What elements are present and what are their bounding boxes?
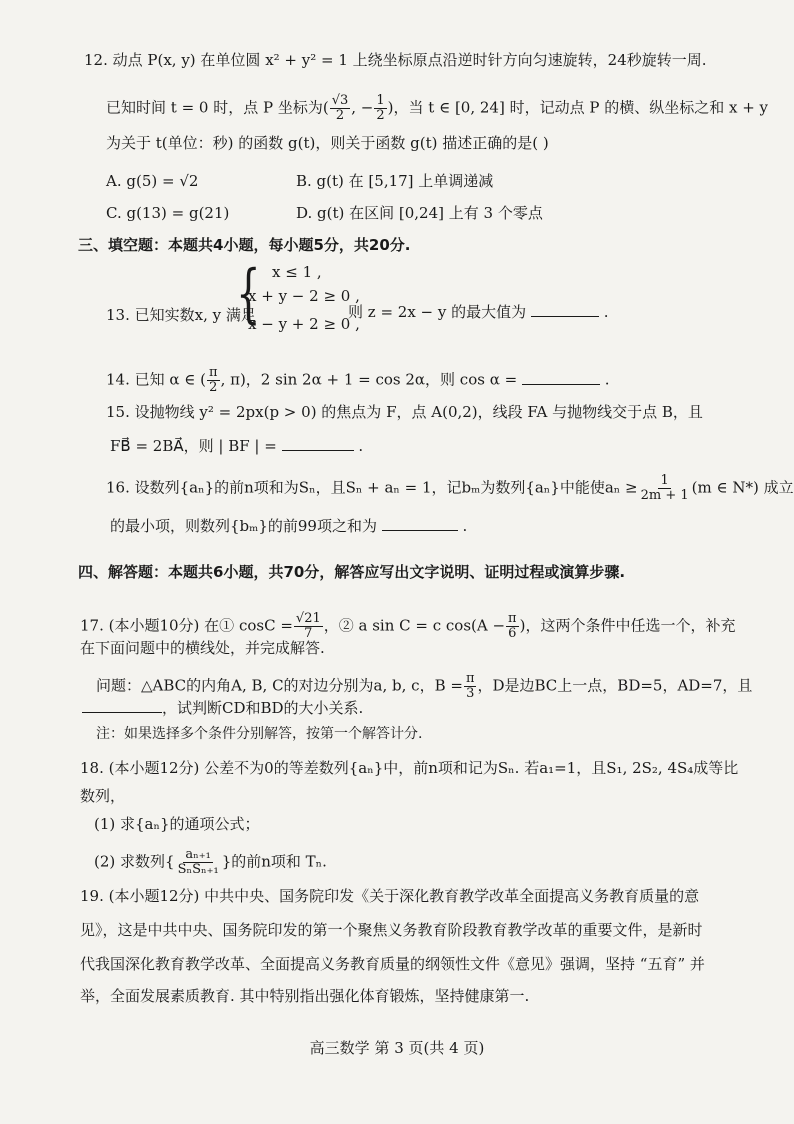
q18-frac-num: aₙ₊₁ <box>185 847 211 862</box>
q14-frac-den: 2 <box>209 380 218 395</box>
q15-line2-text: FB⃗ = 2BA⃗，则 | BF | = <box>110 437 277 455</box>
page-footer: 高三数学 第 3 页(共 4 页) <box>309 1039 485 1057</box>
q17-frac2-den: 6 <box>508 626 517 641</box>
q14-line: 14. 已知 α ∈ ( $\frac{\pi}{2}$ , π)，2 sin 2α + 1 = cos 2α，则 cos α = . <box>106 365 610 395</box>
q17-frac1 <box>294 612 323 641</box>
q19-line3: 代我国深化教育教学改革、全面提高义务教育质量的纲领性文件《意见》强调，坚持 “五育” 并 <box>80 955 705 973</box>
q18-frac <box>176 848 221 877</box>
q17-prob-line2-text: ，试判断CD和BD的大小关系. <box>162 699 364 717</box>
section4-heading: 四、解答题：本题共6小题，共70分，解答应写出文字说明、证明过程或演算步骤. <box>78 563 626 581</box>
q17-line1 <box>80 612 735 641</box>
q13-tail-text: 则 z = 2x − y 的最大值为 <box>348 303 527 321</box>
q18-line2: 数列， <box>80 787 126 805</box>
q16-post: (m ∈ N*) 成立 <box>691 478 794 497</box>
q17-line2: 在下面问题中的横线处，并完成解答. <box>80 639 325 657</box>
q12-line2 <box>106 94 768 123</box>
q13-lead: 13. 已知实数x, y 满足 <box>106 306 256 324</box>
q14-post: , π)，2 sin 2α + 1 = cos 2α，则 cos α = <box>220 370 518 389</box>
q17-frac1-den: 7 <box>304 626 313 641</box>
q12-line2-pre: 已知时间 t = 0 时，点 P 坐标为( <box>106 98 329 117</box>
q12-frac1-num: √3 <box>331 93 349 108</box>
q18-part2-pre: (2) 求数列{ <box>94 852 175 871</box>
section3-heading: 三、填空题：本题共4小题，每小题5分，共20分. <box>78 236 411 254</box>
q12-option-b: B. g(t) 在 [5,17] 上单调递减 <box>296 172 494 190</box>
q17-problem-line2 <box>82 698 363 718</box>
q17-frac1-num: √21 <box>295 611 321 626</box>
q13-brace: { <box>236 257 261 331</box>
q14-answer-blank[interactable] <box>522 370 600 385</box>
q19-line1: 19. (本小题12分) 中共中央、国务院印发《关于深化教育教学改革全面提高义务教育质量的意 <box>80 887 700 905</box>
q12-line1: 12. 动点 P(x, y) 在单位圆 x² + y² = 1 上绕坐标原点沿逆时针方向匀速旋转，24秒旋转一周. <box>84 51 707 69</box>
q17-frac2 <box>506 612 519 641</box>
q15-line2: FB⃗ = 2BA⃗，则 | BF | = . <box>110 437 364 455</box>
q15-line1: 15. 设抛物线 y² = 2px(p > 0) 的焦点为 F，点 A(0,2)，线段 FA 与抛物线交于点 B，且 <box>106 403 703 421</box>
q17-prob-frac <box>464 672 477 701</box>
q17-prob-frac-num: π <box>465 671 475 686</box>
q17-note: 注：如果选择多个条件分别解答，按第一个解答计分. <box>96 726 423 742</box>
q12-frac2 <box>374 94 386 123</box>
q12-option-a: A. g(5) = √2 <box>106 172 199 190</box>
q18-part1: (1) 求{aₙ}的通项公式； <box>94 815 260 833</box>
q14-frac <box>207 366 220 395</box>
q17-prob-frac-den: 3 <box>466 686 475 701</box>
q18-part2 <box>94 848 327 877</box>
q12-line2-mid: , − <box>351 98 374 117</box>
q16-frac <box>639 474 691 503</box>
q18-line1: 18. (本小题12分) 公差不为0的等差数列{aₙ}中，前n项和记为Sₙ. 若a₁=1，且S₁, 2S₂, 4S₄成等比 <box>80 759 739 777</box>
q12-frac1-den: 2 <box>335 108 345 123</box>
q17-pre: 17. (本小题10分) 在① cosC = <box>80 616 293 635</box>
q12-option-d: D. g(t) 在区间 [0,24] 上有 3 个零点 <box>296 204 543 222</box>
q12-frac1 <box>330 94 351 123</box>
q14-pre: 14. 已知 α ∈ ( <box>106 370 207 389</box>
q13-constraint-1: x ≤ 1 , <box>272 263 322 281</box>
q13-constraint-3: x − y + 2 ≥ 0 , <box>248 315 360 333</box>
q17-prob-pre: 问题：△ABC的内角A, B, C的对边分别为a, b, c，B = <box>96 676 463 695</box>
q12-line3: 为关于 t(单位：秒) 的函数 g(t)，则关于函数 g(t) 描述正确的是( ) <box>106 134 549 152</box>
q16-line1 <box>106 474 794 503</box>
q17-problem-line1 <box>96 672 752 701</box>
q12-frac2-num: 1 <box>376 93 385 108</box>
q16-frac-den: 2m + 1 <box>640 488 689 503</box>
q13-answer-blank[interactable] <box>531 302 599 317</box>
q18-frac-den: SₙSₙ₊₁ <box>177 862 219 877</box>
q19-line2: 见》，这是中共中央、国务院印发的第一个聚焦义务教育阶段教育教学改革的重要文件，是新时 <box>80 921 703 939</box>
q12-line2-post: )，当 t ∈ [0, 24] 时，记动点 P 的横、纵坐标之和 x + y <box>387 98 769 117</box>
q19-line4: 举，全面发展素质教育. 其中特别指出强化体育锻炼，坚持健康第一. <box>80 987 530 1005</box>
q14-frac-num: π <box>209 365 218 380</box>
q17-frac2-num: π <box>508 611 517 626</box>
q17-mid: ，② a sin C = c cos(A − <box>323 616 506 635</box>
q13-constraint-2: x + y − 2 ≥ 0 , <box>248 287 360 305</box>
q12-option-c: C. g(13) = g(21) <box>106 204 230 222</box>
q16-line2: 的最小项，则数列{bₘ}的前99项之和为 . <box>110 517 468 535</box>
q15-answer-blank[interactable] <box>282 436 354 451</box>
q13-tail: 则 z = 2x − y 的最大值为 . <box>348 303 609 321</box>
q16-line2-text: 的最小项，则数列{bₘ}的前99项之和为 <box>110 517 377 535</box>
q16-answer-blank[interactable] <box>382 516 458 531</box>
q16-frac-num: 1 <box>660 473 669 488</box>
q12-frac2-den: 2 <box>376 108 385 123</box>
q17-condition-blank[interactable] <box>82 698 162 713</box>
q17-post: )，这两个条件中任选一个，补充 <box>519 616 736 635</box>
q17-prob-post: ，D是边BC上一点，BD=5，AD=7，且 <box>477 676 753 695</box>
q16-pre: 16. 设数列{aₙ}的前n项和为Sₙ，且Sₙ + aₙ = 1，记bₘ为数列{aₙ}中能使aₙ ≥ <box>106 478 638 497</box>
q18-part2-post: }的前n项和 Tₙ. <box>221 852 327 871</box>
